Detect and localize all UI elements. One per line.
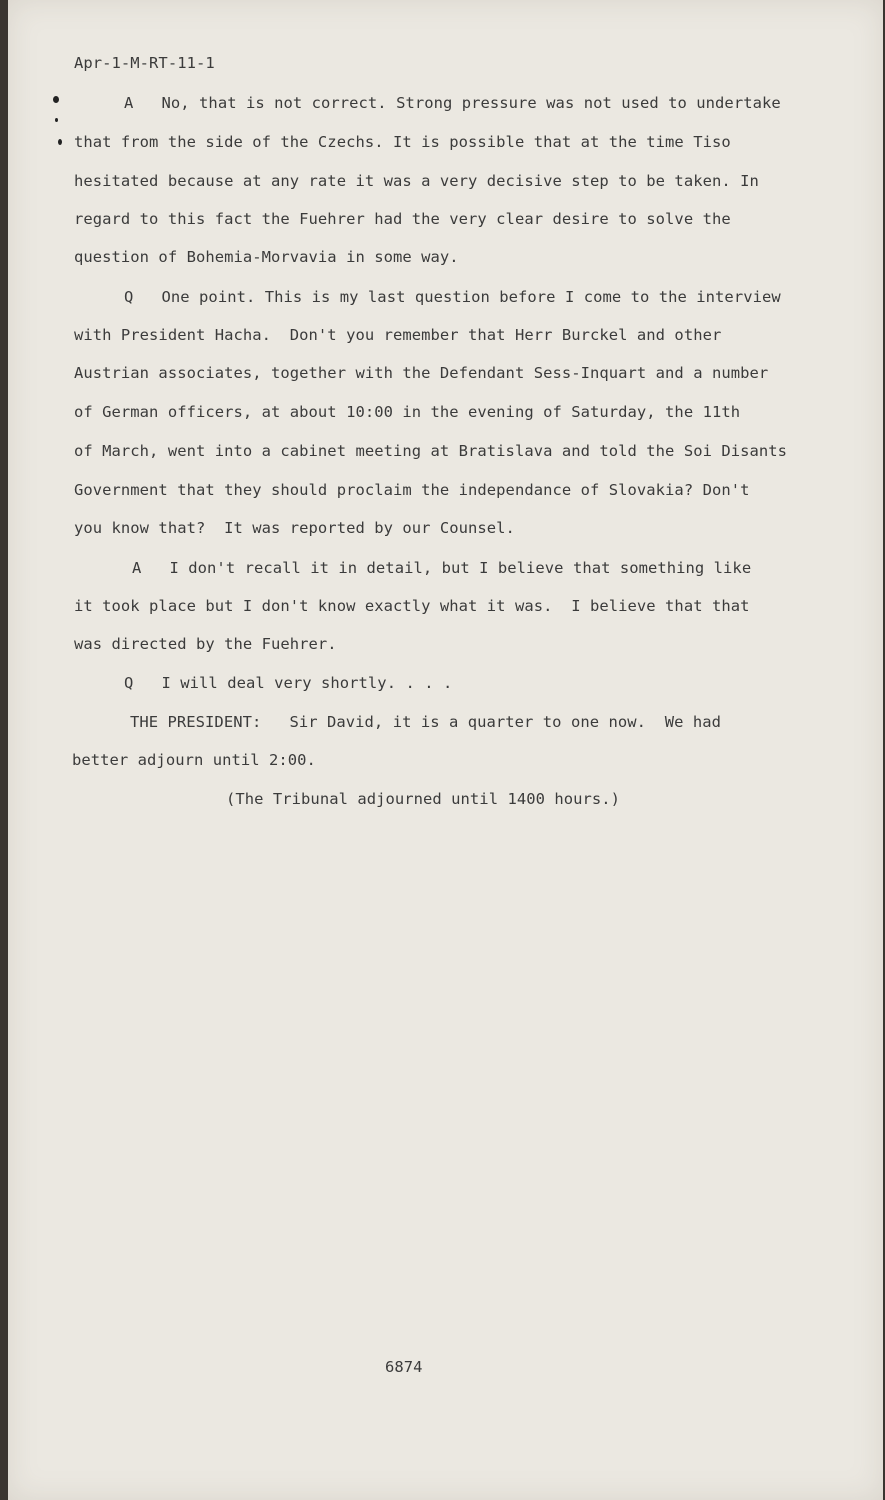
question-2-line-1: Q I will deal very shortly. . . . — [124, 674, 453, 692]
question-1-line-4: of German officers, at about 10:00 in the evening of Saturday, the 11th — [74, 403, 741, 421]
ink-mark-3 — [58, 139, 62, 145]
president-line-1: THE PRESIDENT: Sir David, it is a quarter to one now. We had — [130, 713, 722, 731]
adjournment-note: (The Tribunal adjourned until 1400 hours.) — [226, 790, 621, 808]
question-1-line-3: Austrian associates, together with the Defendant Sess-Inquart and a number — [74, 364, 769, 382]
answer-1-line-1: A No, that is not correct. Strong pressure was not used to undertake — [124, 94, 781, 112]
question-1-line-7: you know that? It was reported by our Counsel. — [74, 519, 515, 537]
question-1-line-6: Government that they should proclaim the independance of Slovakia? Don't — [74, 481, 750, 499]
answer-2-line-2: it took place but I don't know exactly what it was. I believe that that — [74, 597, 750, 615]
question-1-line-5: of March, went into a cabinet meeting at Bratislava and told the Soi Disants — [74, 442, 788, 460]
answer-1-line-3: hesitated because at any rate it was a very decisive step to be taken. In — [74, 172, 759, 190]
document-page — [8, 0, 883, 1500]
answer-2-line-3: was directed by the Fuehrer. — [74, 635, 337, 653]
page-header-reference: Apr-1-M-RT-11-1 — [74, 54, 215, 72]
answer-2-line-1: A I don't recall it in detail, but I believe that something like — [132, 559, 752, 577]
ink-mark-1 — [53, 96, 59, 103]
president-line-2: better adjourn until 2:00. — [72, 751, 316, 769]
answer-1-line-4: regard to this fact the Fuehrer had the very clear desire to solve the — [74, 210, 731, 228]
answer-1-line-2: that from the side of the Czechs. It is possible that at the time Tiso — [74, 133, 731, 151]
answer-1-line-5: question of Bohemia-Morvavia in some way. — [74, 248, 459, 266]
question-1-line-2: with President Hacha. Don't you remember that Herr Burckel and other — [74, 326, 722, 344]
question-1-line-1: Q One point. This is my last question before I come to the interview — [124, 288, 781, 306]
page-number: 6874 — [385, 1358, 423, 1376]
ink-mark-2 — [55, 118, 58, 122]
